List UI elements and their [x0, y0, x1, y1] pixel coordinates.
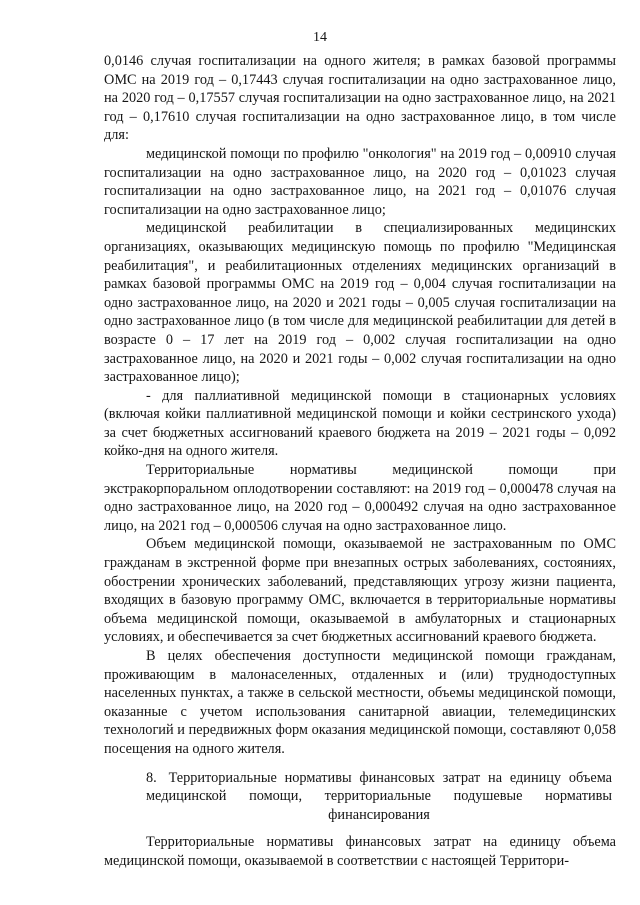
section-number: 8.: [146, 769, 157, 786]
paragraph-hospitalization-rates: 0,0146 случая госпитализации на одного жителя; в рамках базовой программы ОМС на 2019 год – 0,17443 случая госпитализации на одно застрахованное лицо, на 2020 год – 0,17557 случая госпитализации на одно застрахованное лицо, на 2021 год – 0,17610 случая госпитализации на одно застрахованное лицо, в том числе для:: [104, 53, 616, 144]
section-heading: [104, 769, 616, 825]
paragraph-palliative-care: - для паллиативной медицинской помощи в стационарных условиях (включая койки паллиативной медицинской помощи и койки сестринского ухода) за счет бюджетных ассигнований краевого бюджета на 2019 – 2021 годы – 0,092 койко-дня на одного жителя.: [104, 387, 616, 460]
paragraph-remote-areas: В целях обеспечения доступности медицинской помощи гражданам, проживающим в малонаселенных, отдаленных и (или) труднодоступных населенных пунктах, а также в сельской местности, объемы медицинской помощи, оказанные с учетом использования санитарной авиации, телемедицинских технологий и передвижных форм оказания медицинской помощи, составляют 0,058 посещения на одного жителя.: [104, 648, 616, 757]
paragraph-rehabilitation: медицинской реабилитации в специализированных медицинских организациях, оказывающих медицинскую помощь по профилю "Медицинская реабилитация", и реабилитационных отделениях медицинских организаций в рамках базовой программы ОМС на 2019 год – 0,004 случая госпитализации на одно застрахованное лицо, на 2020 и 2021 годы – 0,005 случая госпитализации на одно застрахованное лицо (в том числе для медицинской реабилитации для детей в возрасте 0 – 17 лет на 2019 год – 0,002 случая госпитализации на одно застрахованное лицо, на 2020 и 2021 годы – 0,002 случая госпитализации на одно застрахованное лицо);: [104, 220, 616, 386]
paragraph-ivf: Территориальные нормативы медицинской помощи при экстракорпоральном оплодотворении составляют: на 2019 год – 0,000478 случая на одно застрахованное лицо, на 2020 год – 0,000492 случая на одно застрахованное лицо, на 2021 год – 0,000506 случая на одно застрахованное лицо.: [104, 462, 616, 534]
page-number: 14: [313, 30, 327, 45]
paragraph-financial-norms: Территориальные нормативы финансовых затрат на единицу объема медицинской помощи, оказываемой в соответствии с настоящей Территори-: [104, 834, 616, 869]
section-title: Территориальные нормативы финансовых затрат на единицу объема медицинской помощи, территориальные подушевые нормативы финансирования: [146, 769, 612, 823]
paragraph-oncology: медицинской помощи по профилю "онкология" на 2019 год – 0,00910 случая госпитализации на одно застрахованное лицо, на 2020 год – 0,01023 случая госпитализации на одно застрахованное лицо, на 2021 год – 0,01076 случая госпитализации на одно застрахованное лицо;: [104, 145, 616, 218]
document-body: [104, 52, 616, 871]
paragraph-uninsured-care: Объем медицинской помощи, оказываемой не застрахованным по ОМС гражданам в экстренной форме при внезапных острых заболеваниях, состояниях, обострении хронических заболеваний, представляющих угрозу жизни пациента, входящих в базовую программу ОМС, включается в территориальные нормативы объема медицинской помощи, оказываемой в амбулаторных и стационарных условиях, и обеспечивается за счет бюджетных ассигнований краевого бюджета.: [104, 536, 616, 646]
